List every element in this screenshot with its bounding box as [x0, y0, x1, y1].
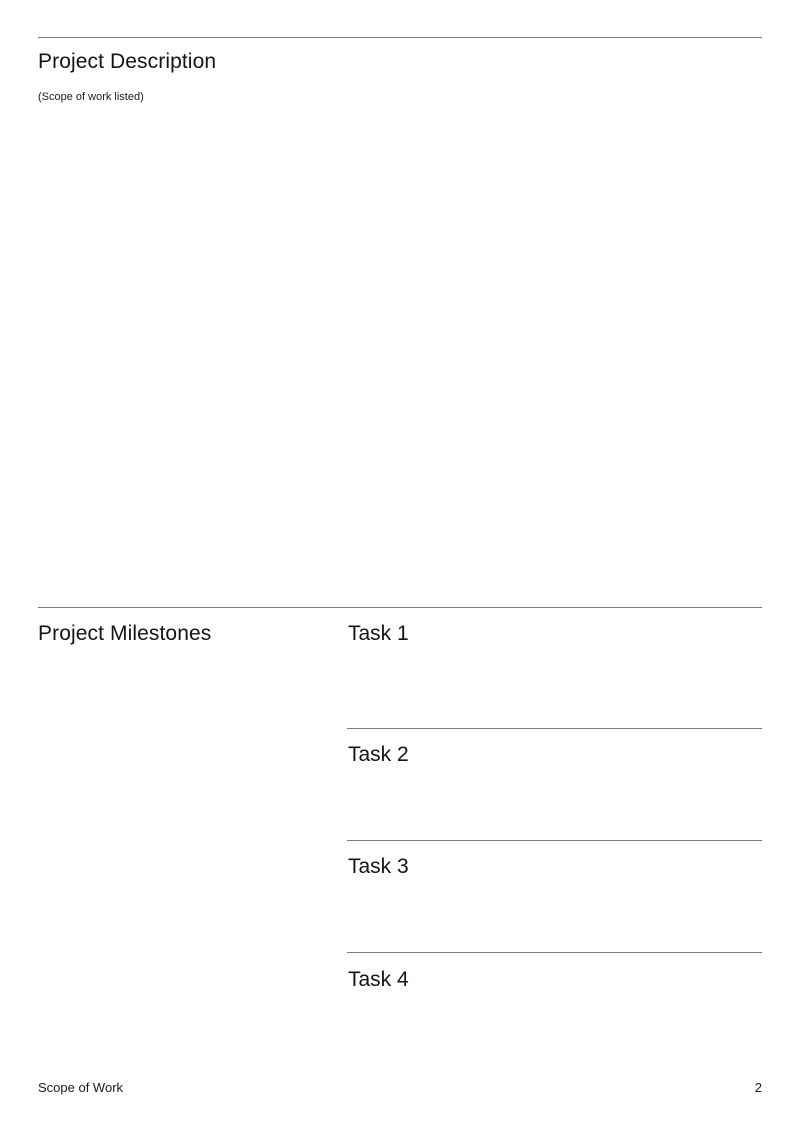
milestones-section-divider [38, 607, 762, 608]
footer-document-title: Scope of Work [38, 1080, 124, 1095]
project-milestones-heading: Project Milestones [38, 622, 212, 645]
task-4-heading: Task 4 [348, 968, 409, 991]
task-2-heading: Task 2 [348, 743, 409, 766]
project-description-heading: Project Description [38, 50, 217, 73]
task-divider-2 [347, 840, 762, 841]
project-description-subtitle: (Scope of work listed) [38, 91, 144, 103]
task-3-heading: Task 3 [348, 855, 409, 878]
footer-page-number: 2 [754, 1080, 762, 1095]
task-divider-1 [347, 728, 762, 729]
description-section-divider [38, 37, 762, 38]
task-1-heading: Task 1 [348, 622, 409, 645]
task-divider-3 [347, 952, 762, 953]
